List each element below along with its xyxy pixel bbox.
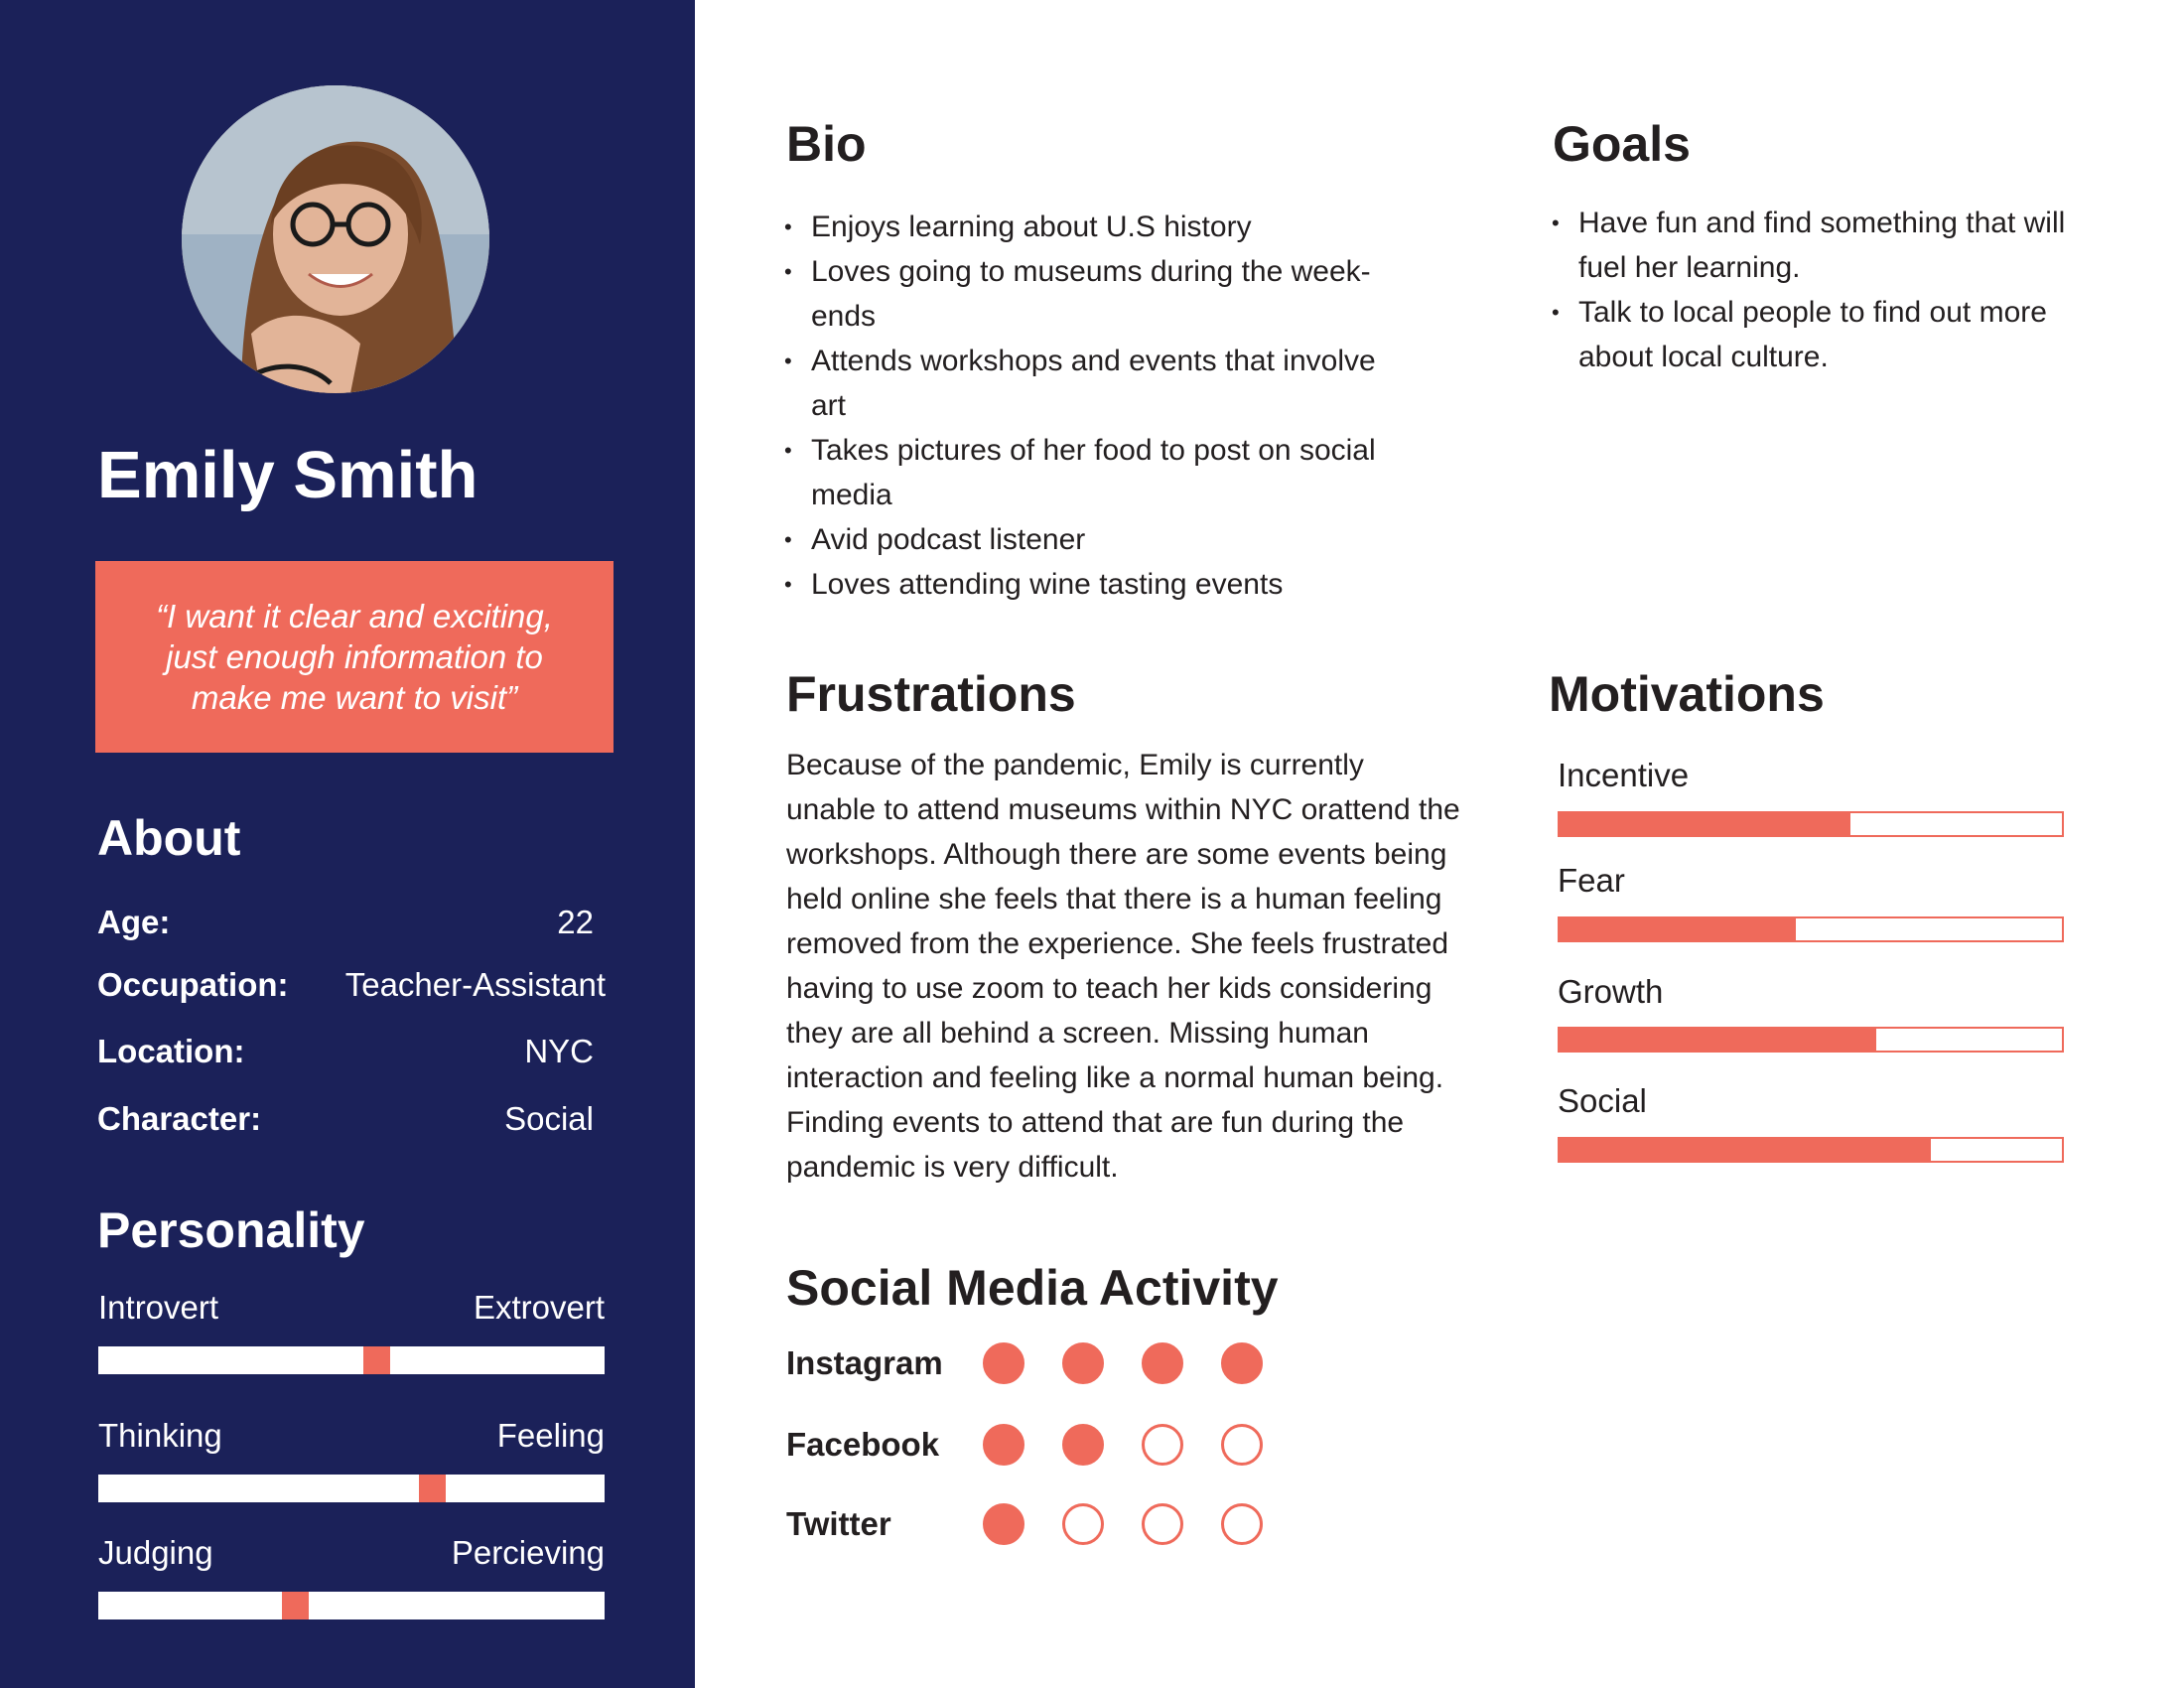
social-label: Facebook	[786, 1426, 940, 1463]
social-row-twitter	[786, 1499, 1283, 1549]
activity-dot-empty	[1062, 1503, 1104, 1545]
personality-scale	[98, 1417, 605, 1455]
goals-list	[1552, 201, 2108, 379]
bio-item: • Loves going to museums during the week-ends	[784, 249, 1395, 339]
about-row-location	[97, 1033, 606, 1070]
personality-left-label: Thinking	[98, 1417, 222, 1454]
avatar	[182, 85, 489, 393]
about-key: Location:	[97, 1033, 245, 1069]
motivation-incentive	[1558, 757, 2068, 794]
activity-dot-filled	[983, 1342, 1024, 1384]
bio-item: • Enjoys learning about U.S history	[784, 205, 1395, 249]
personality-heading: Personality	[97, 1202, 365, 1258]
about-value: Social	[504, 1100, 594, 1137]
goals-heading: Goals	[1553, 116, 1691, 172]
personality-scale-labels	[98, 1417, 605, 1455]
activity-dot-empty	[1142, 1424, 1183, 1466]
about-value: Teacher-Assistant	[344, 966, 606, 1003]
personality-scale-labels	[98, 1289, 605, 1327]
persona-quote: “I want it clear and exciting, just enough information to make me want to visit”	[156, 598, 553, 716]
personality-track	[98, 1592, 605, 1619]
goals-item: • Have fun and find something that will fuel her learning.	[1552, 201, 2108, 290]
personality-scale	[98, 1534, 605, 1572]
personality-left-label: Introvert	[98, 1289, 219, 1326]
social-media-heading: Social Media Activity	[786, 1260, 1279, 1316]
personality-scale	[98, 1289, 605, 1327]
social-row-instagram	[786, 1338, 1283, 1388]
about-key: Character:	[97, 1100, 262, 1137]
activity-dot-filled	[983, 1503, 1024, 1545]
personality-track	[98, 1475, 605, 1502]
activity-dot-empty	[1221, 1424, 1263, 1466]
activity-dot-filled	[1062, 1424, 1104, 1466]
motivation-label: Growth	[1558, 973, 1664, 1010]
about-value: 22	[557, 904, 594, 940]
motivation-social	[1558, 1082, 2068, 1120]
about-value: NYC	[524, 1033, 594, 1069]
about-key: Occupation:	[97, 966, 289, 1003]
motivation-label: Fear	[1558, 862, 1625, 899]
motivation-fear	[1558, 862, 2068, 900]
motivation-bar	[1558, 811, 2064, 837]
social-row-facebook	[786, 1420, 1283, 1470]
social-label: Twitter	[786, 1505, 891, 1542]
personality-marker	[363, 1346, 390, 1374]
motivations-heading: Motivations	[1549, 666, 1825, 722]
motivation-bar-fill	[1560, 1139, 1931, 1161]
motivation-bar-fill	[1560, 918, 1796, 940]
bio-item: • Loves attending wine tasting events	[784, 562, 1395, 607]
avatar-photo	[182, 85, 489, 393]
motivation-label: Social	[1558, 1082, 1647, 1119]
personality-right-label: Feeling	[496, 1417, 605, 1454]
motivation-bar-fill	[1560, 1029, 1876, 1051]
social-label: Instagram	[786, 1344, 943, 1381]
activity-dot-empty	[1221, 1503, 1263, 1545]
motivation-growth	[1558, 973, 2068, 1011]
personality-track	[98, 1346, 605, 1374]
personality-scale-labels	[98, 1534, 605, 1572]
persona-name: Emily Smith	[97, 438, 478, 512]
bio-item: • Avid podcast listener	[784, 517, 1395, 562]
persona-quote-box	[95, 561, 614, 753]
bio-item: • Attends workshops and events that involve art	[784, 339, 1395, 428]
about-row-occupation	[97, 966, 606, 1004]
motivation-label: Incentive	[1558, 757, 1690, 793]
activity-dot-filled	[1142, 1342, 1183, 1384]
profile-sidebar	[0, 0, 695, 1688]
bio-list	[784, 205, 1395, 607]
motivation-bar	[1558, 1137, 2064, 1163]
personality-marker	[282, 1592, 309, 1619]
activity-dot-filled	[1221, 1342, 1263, 1384]
about-key: Age:	[97, 904, 171, 940]
motivation-bar	[1558, 916, 2064, 942]
personality-left-label: Judging	[98, 1534, 213, 1571]
activity-dot-filled	[983, 1424, 1024, 1466]
goals-item: • Talk to local people to find out more about local culture.	[1552, 290, 2108, 379]
frustrations-heading: Frustrations	[786, 666, 1076, 722]
activity-dot-empty	[1142, 1503, 1183, 1545]
bio-item: • Takes pictures of her food to post on social media	[784, 428, 1395, 517]
personality-right-label: Percieving	[451, 1534, 605, 1571]
activity-dot-filled	[1062, 1342, 1104, 1384]
personality-marker	[419, 1475, 446, 1502]
bio-heading: Bio	[786, 116, 867, 172]
frustrations-text: Because of the pandemic, Emily is currently unable to attend museums within NYC orattend the workshops. Although there are some events being held online she feels that there is a human feeling removed from the experience. She feels frustrated having to use zoom to teach her kids considering they are all behind a screen. Missing human interaction and feeling like a normal human being. Finding events to attend that are fun during the pandemic is very difficult.	[786, 749, 1460, 1184]
about-row-character	[97, 1100, 606, 1138]
personality-right-label: Extrovert	[473, 1289, 605, 1326]
motivation-bar	[1558, 1027, 2064, 1053]
about-row-age	[97, 904, 606, 941]
motivation-bar-fill	[1560, 813, 1850, 835]
about-heading: About	[97, 810, 241, 866]
